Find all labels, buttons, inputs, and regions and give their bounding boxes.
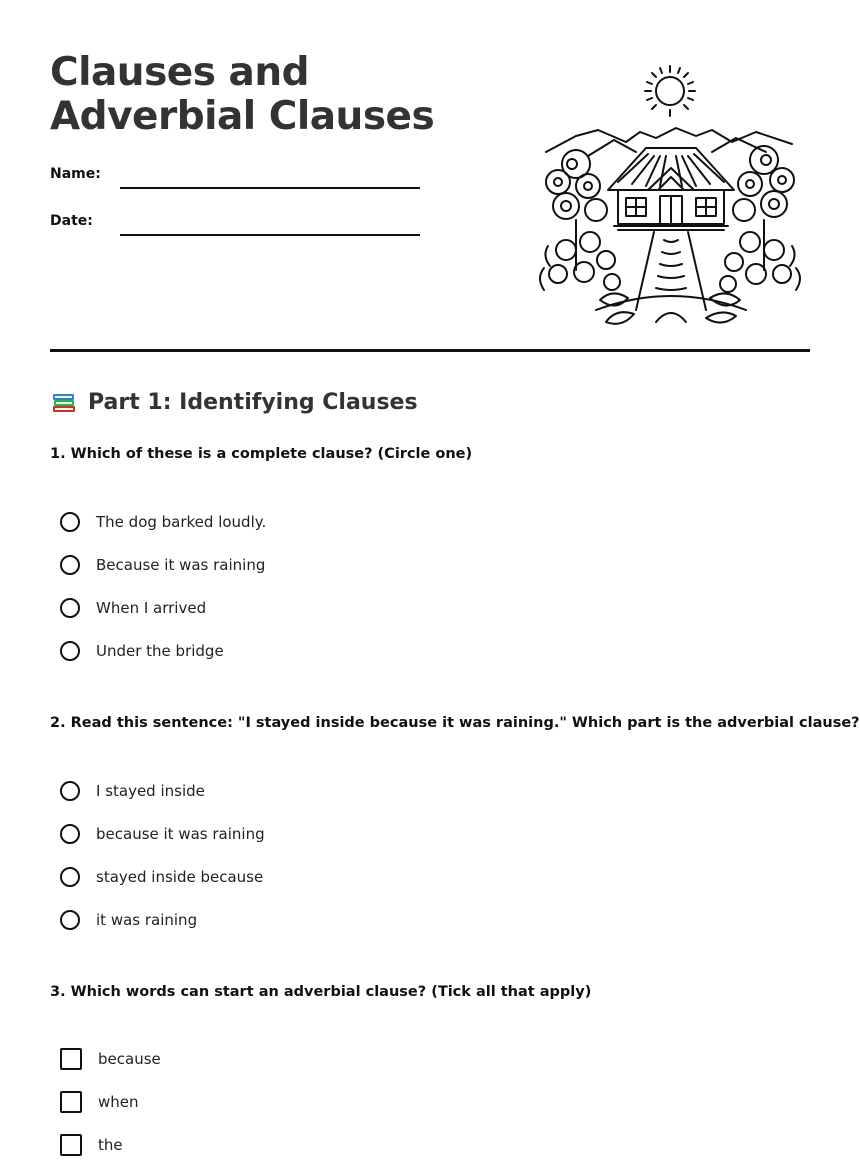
option-label: the <box>98 1136 123 1154</box>
radio-circle[interactable] <box>60 910 80 930</box>
part1-heading-text: Part 1: Identifying Clauses <box>88 389 418 415</box>
date-field[interactable] <box>120 234 420 236</box>
question-3: 3. Which words can start an adverbial clause? (Tick all that apply) <box>50 984 592 1000</box>
question-3-option-1[interactable] <box>60 1046 161 1072</box>
question-1: 1. Which of these is a complete clause? (Circle one) <box>50 446 473 462</box>
section-divider <box>50 349 810 352</box>
question-3-option-3[interactable] <box>60 1132 123 1158</box>
radio-circle[interactable] <box>60 824 80 844</box>
radio-circle[interactable] <box>60 598 80 618</box>
part1-heading <box>50 388 418 416</box>
option-label: because it was raining <box>96 825 265 843</box>
radio-circle[interactable] <box>60 555 80 575</box>
question-2: 2. Read this sentence: "I stayed inside because it was raining." Which part is the adverbial clause? <box>50 715 860 731</box>
question-2-option-1[interactable] <box>60 778 205 804</box>
option-label: Because it was raining <box>96 556 266 574</box>
option-label: it was raining <box>96 911 198 929</box>
option-label: when <box>98 1093 139 1111</box>
question-1-option-1[interactable] <box>60 509 266 535</box>
radio-circle[interactable] <box>60 512 80 532</box>
option-label: The dog barked loudly. <box>96 513 267 531</box>
option-label: Under the bridge <box>96 642 224 660</box>
books-icon <box>50 388 78 416</box>
question-2-option-3[interactable] <box>60 864 263 890</box>
date-label: Date: <box>50 213 93 229</box>
option-label: because <box>98 1050 161 1068</box>
option-label: stayed inside because <box>96 868 264 886</box>
question-2-option-2[interactable] <box>60 821 265 847</box>
option-label: When I arrived <box>96 599 207 617</box>
radio-circle[interactable] <box>60 641 80 661</box>
name-field[interactable] <box>120 187 420 189</box>
question-1-option-3[interactable] <box>60 595 206 621</box>
radio-circle[interactable] <box>60 867 80 887</box>
question-3-option-2[interactable] <box>60 1089 139 1115</box>
checkbox[interactable] <box>60 1134 82 1156</box>
question-2-option-4[interactable] <box>60 907 197 933</box>
question-1-option-4[interactable] <box>60 638 224 664</box>
name-label: Name: <box>50 166 101 182</box>
house-landscape-illustration <box>536 60 804 326</box>
page-title: Clauses and Adverbial Clauses <box>50 50 435 139</box>
checkbox[interactable] <box>60 1048 82 1070</box>
question-1-option-2[interactable] <box>60 552 265 578</box>
radio-circle[interactable] <box>60 781 80 801</box>
checkbox[interactable] <box>60 1091 82 1113</box>
option-label: I stayed inside <box>96 782 205 800</box>
